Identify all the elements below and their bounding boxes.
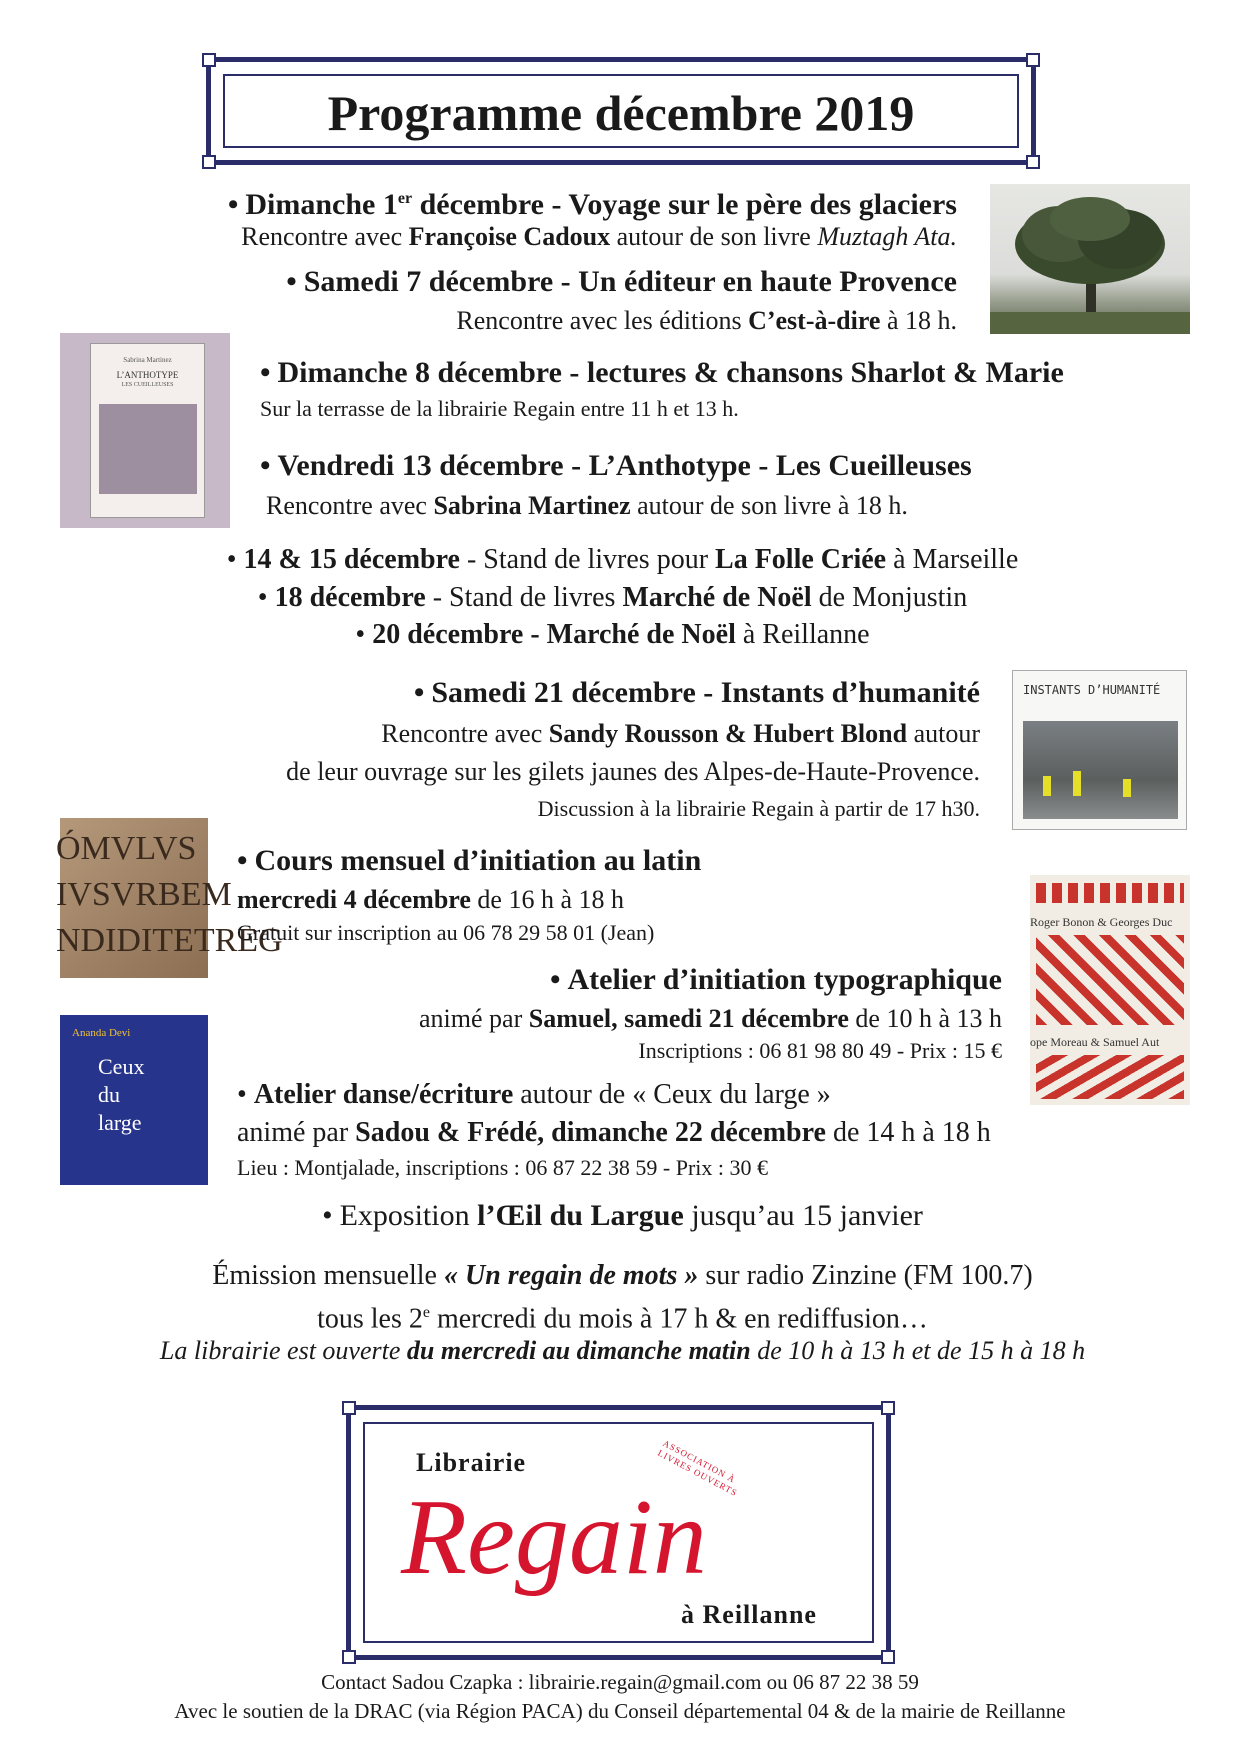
logo-frame [346, 1405, 891, 1660]
logo-librairie: Librairie [416, 1448, 527, 1477]
page-title: Programme décembre 2019 [327, 85, 915, 141]
event-8-desc-1: Rencontre avec Sandy Rousson & Hubert Blond autour [381, 719, 980, 748]
event-11-line-1: animé par Sadou & Frédé, dimanche 22 décembre de 14 h à 18 h [237, 1117, 991, 1148]
footer-support: Avec le soutien de la DRAC (via Région PACA) du Conseil départemental 04 & de la mairie de Reillanne [174, 1699, 1066, 1723]
anthotype-cover: Sabrina Martinez L’ANTHOTYPE LES CUEILLEUSES [60, 333, 230, 528]
event-9-line-1: mercredi 4 décembre de 16 h à 18 h [237, 885, 625, 914]
event-2-desc: Rencontre avec les éditions C’est-à-dire à 18 h. [456, 306, 957, 335]
event-8-desc-2: de leur ouvrage sur les gilets jaunes des Alpes-de-Haute-Provence. [286, 757, 980, 786]
event-11-heading: • Atelier danse/écriture autour de « Ceux du large » [237, 1078, 831, 1112]
logo-reillanne: à Reillanne [681, 1600, 817, 1629]
event-11-line-2: Lieu : Montjalade, inscriptions : 06 87 22 38 59 - Prix : 30 € [237, 1155, 769, 1180]
event-3-desc: Sur la terrasse de la librairie Regain entre 11 h et 13 h. [260, 396, 739, 421]
event-10-line-1: animé par Samuel, samedi 21 décembre de 10 h à 13 h [419, 1004, 1002, 1033]
radio-line-2: tous les 2e mercredi du mois à 17 h & en rediffusion… [317, 1303, 928, 1335]
event-12: • Exposition l’Œil du Largue jusqu’au 15 janvier [130, 1196, 1115, 1236]
tree-photo [990, 184, 1190, 334]
event-8-desc-3: Discussion à la librairie Regain à partir de 17 h30. [537, 796, 980, 821]
logo-regain: Regain [401, 1478, 707, 1597]
event-2-heading: • Samedi 7 décembre - Un éditeur en haute Provence [286, 263, 957, 301]
event-8-heading: • Samedi 21 décembre - Instants d’humanité [414, 674, 980, 712]
logo-association: ASSOCIATION À LIVRES OUVERTS [656, 1438, 740, 1499]
event-7: • 20 décembre - Marché de Noël à Reillanne [120, 616, 1105, 654]
latin-inscription-photo: ÓMVLVS IVSVRBEM NDIDITETREG [60, 818, 208, 978]
event-5: • 14 & 15 décembre - Stand de livres pour La Folle Criée à Marseille [130, 541, 1115, 579]
typography-poster: Roger Bonon & Georges Duc ope Moreau & Samuel Aut [1030, 875, 1190, 1105]
event-9-line-2: Gratuit sur inscription au 06 78 29 58 01 (Jean) [237, 920, 655, 945]
event-9-heading: • Cours mensuel d’initiation au latin [237, 842, 701, 880]
ceux-du-large-cover: Ananda Devi Ceux du large [60, 1015, 208, 1185]
event-10-line-2: Inscriptions : 06 81 98 80 49 - Prix : 15 € [638, 1038, 1002, 1063]
radio-line-1: Émission mensuelle « Un regain de mots » sur radio Zinzine (FM 100.7) [212, 1260, 1033, 1291]
event-3-heading: • Dimanche 8 décembre - lectures & chansons Sharlot & Marie [260, 354, 1064, 392]
opening-hours: La librairie est ouverte du mercredi au dimanche matin de 10 h à 13 h et de 15 h à 18 h [159, 1336, 1086, 1365]
event-4-desc: Rencontre avec Sabrina Martinez autour de son livre à 18 h. [266, 491, 908, 520]
title-frame [206, 57, 1036, 165]
event-1-desc: Rencontre avec Françoise Cadoux autour de son livre Muztagh Ata. [241, 222, 957, 251]
instants-cover: INSTANTS D’HUMANITÉ [1012, 670, 1187, 830]
event-4-heading: • Vendredi 13 décembre - L’Anthotype - Les Cueilleuses [260, 447, 972, 485]
footer-contact: Contact Sadou Czapka : librairie.regain@gmail.com ou 06 87 22 38 59 [321, 1670, 919, 1694]
event-6: • 18 décembre - Stand de livres Marché de Noël de Monjustin [120, 579, 1105, 617]
event-10-heading: • Atelier d’initiation typographique [550, 961, 1002, 999]
event-1-heading: • Dimanche 1er décembre - Voyage sur le père des glaciers [228, 180, 957, 224]
